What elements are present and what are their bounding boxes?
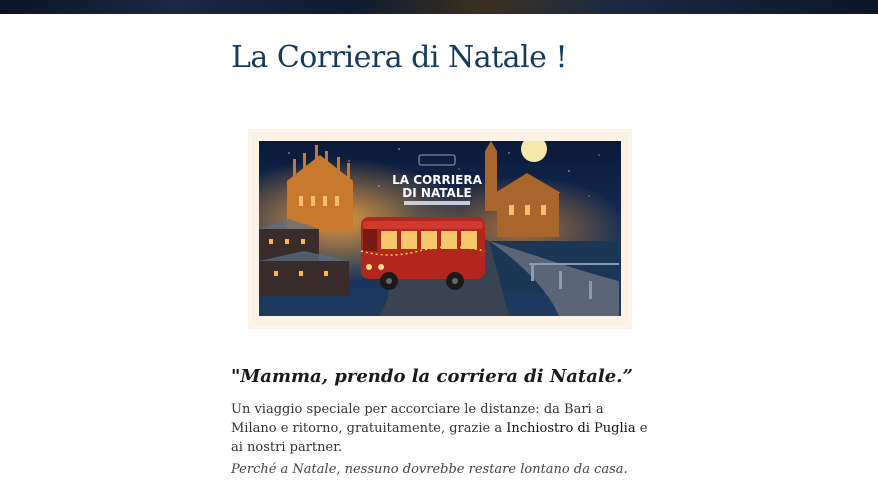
description-paragraph [231,400,651,457]
quote-heading: "Mamma, prendo la corriera di Natale.” [231,366,633,387]
page-title: La Corriera di Natale ! [231,40,568,75]
poster-headline-line1: LA CORRIERA [392,173,482,187]
inchiostro-di-puglia-link[interactable]: Inchiostro di Puglia [506,421,636,436]
hero-banner-strip [0,0,878,14]
poster-image [259,141,621,316]
tagline: Perché a Natale, nessuno dovrebbe restare lontano da casa. [231,462,628,477]
description-text-before: Un viaggio speciale per accorciare le distanze: da Bari a Milano e ritorno, gratuitamente, grazie a [231,402,604,436]
poster-headline-line2: DI NATALE [402,186,472,200]
description-text-after: e ai nostri partner. [231,421,648,455]
